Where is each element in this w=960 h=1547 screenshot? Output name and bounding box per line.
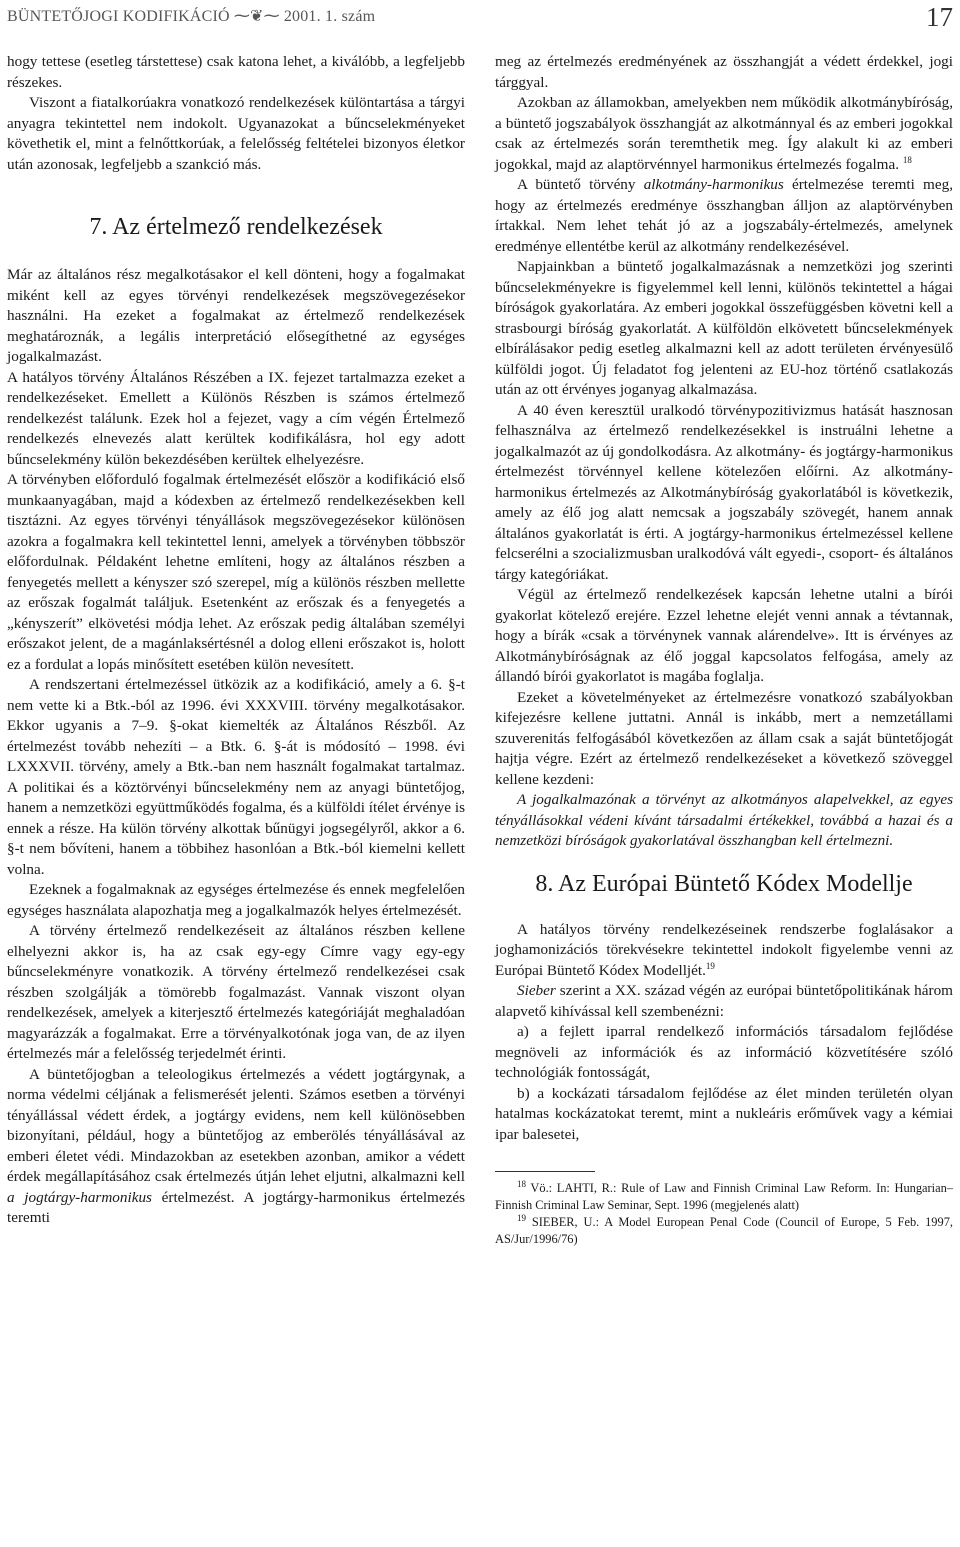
footnote-number: 18 (517, 1178, 526, 1189)
page-header (7, 0, 953, 40)
ornament-icon: ⁓❦⁓ (233, 8, 280, 25)
paragraph: A törvény értelmező rendelkezéseit az általános részben kellene elhelyezni akkor is, ha az csak egy-egy Címre vagy egy-egy bűncselekményre vonatkozik. A törvény értelmező rendelkezései csak részben szolgálják a tömörebb fogalmazást. Vannak viszont olyan rendelkezések, amelyek a kiterjesztő értelmezés kategóriáját meghaladóan magyarázzák a fogalmakat. Erre a törvényalkotónak joga van, de az ilyen értelmezés már a felelősség terjedelmét érinti. (7, 922, 465, 1062)
paragraph: A hatályos törvény Általános Részében a IX. fejezet tartalmazza ezeket a rendelkezéseket. Emellett a Különös Részben is számos értelmező rendelkezést találunk. Ezek hol a fejezet, vagy a cím végén Értelmező rendelkezés elnevezés alatt kerültek kodifikálásra, hol egy adott bűncselekmény külön bekezdésében kerültek elhelyezésre. (7, 368, 465, 468)
paragraph: Ezeket a követelményeket az értelmezésre vonatkozó szabályokban kifejezésre kellene juttatni. Annál is inkább, mert a nemzetállami szuverenitás felfogásából következően az állam csak a saját büntetőjogát hajtja végre. Ezért az értelmező rendelkezéseket a következő szöveggel kellene kezdeni: (495, 688, 953, 788)
footnote-ref[interactable]: 19 (705, 960, 715, 971)
section-heading-7: 7. Az értelmező rendelkezések (89, 214, 383, 240)
footnote-ref[interactable]: 18 (902, 154, 912, 165)
paragraph: Napjainkban a büntető jogalkalmazásnak a nemzetközi jog szerinti bűncselekményekre is figyelemmel kell lenni, különös tekintettel a hágai bíróságok gyakorlatára. Az emberi jogokkal összefüggésben követni kell a strasbourgi bíróság gyakorlatát. A külföldön elkövetett bűncselekmények elbírálásakor pedig esetleg alkalmazni kell az adott területen érvényesülő külföldi jogot. Új feladatot fog jelenteni az EU-hoz történő csatlakozás után az ott érvényes joganyag alkalmazása. (495, 258, 953, 398)
right-column (495, 52, 953, 1248)
text-run: A büntető törvény (517, 176, 644, 193)
emphasis-text: alkotmány-harmonikus (643, 176, 784, 193)
paragraph: A 40 éven keresztül uralkodó törvénypozitivizmus hatását hasznosan felhasználva az értelmező rendelkezésekkel is instruálni lehetne a jogalkalmazót az új gondolkodásra. Az alkotmány- és jogtárgy-harmonikus értelmezést törvénnyel kellene kötelezően előírni. Az alkotmány-harmonikus értelmezés az Alkotmánybíróság gyakorlatából is következik, amely az élő jog alatt nemcsak a jogszabály szövegét, hanem annak általános gyakorlatát is érti. A jogtárgy-harmonikus értelmezéssel kellene felcserélni a szocializmusban uralkodóvá vált egyedi-, csoport- és általános tárgy kategóriákat. (495, 401, 953, 583)
paragraph: A rendszertani értelmezéssel ütközik az a kodifikáció, amely a 6. §-t nem vette ki a Btk.-ból az 1996. évi XXXVIII. törvény megalkotásakor. Ekkor ugyanis a 7–9. §-okat kiemelték az Általános Részből. Az értelmezést tovább nehezíti – a Btk. 6. §-át is módosító – 1998. évi LXXXVII. törvény, amely a Btk.-ban nem használt fogalmakat tartalmaz. A politikai és a köztörvényi bűncselekmény nem az anyagi büntetőjog, hanem a nemzetközi együttműködés fogalma, és a külföldi ítélet érvénye is ennek a része. Ha külön törvény alkottak bűnügyi jogsegélyről, akkor a 6. §-t nem bővíteni, hanem a többihez hasonlóan a Btk.-ból kiemelni kellett volna. (7, 676, 465, 878)
paragraph: hogy tettese (esetleg társtettese) csak katona lehet, a kiválóbb, a legfeljebb részekes. (7, 53, 465, 91)
running-head (7, 6, 375, 26)
footnote-18 (495, 1180, 953, 1214)
footnote-divider (495, 1171, 595, 1172)
footnote-text: SIEBER, U.: A Model European Penal Code (Council of Europe, 5 Feb. 1997, AS/Jur/1996/76) (495, 1215, 953, 1246)
paragraph: Ezeknek a fogalmaknak az egységes értelmezése és ennek megfelelően egységes használata alapozhatja meg a jogalkalmazók helyes értelmezését. (7, 881, 465, 919)
text-run: Azokban az államokban, amelyekben nem működik alkotmánybíróság, a büntető jogszabályok összhangját az alkotmánnyal és az emberi jogokkal csak az értelmezés során teremthetik meg. Így alakult ki az emberi jogokkal, majd az alaptörvénnyel harmonikus értelmezés fogalma. (495, 94, 953, 173)
page-number: 17 (926, 2, 953, 32)
paragraph (495, 920, 953, 982)
emphasis-text: a jogtárgy-harmonikus (7, 1188, 152, 1206)
paragraph (495, 981, 953, 1022)
text-run: A hatályos törvény rendelkezéseinek rendszerbe foglalásakor a joghamonizációs törekvésekre tekintettel indokolt figyelembe venni az Európai Büntető Kódex Modelljét. (495, 920, 953, 979)
paragraph: Végül az értelmező rendelkezések kapcsán lehetne utalni a bírói gyakorlat kötelező erejére. Ezzel lehetne elejét venni annak a tévtannak, hogy a bírák «csak a törvénynek vannak alárendelve». Itt is érvényes az Alkotmánybíróságnak az élő joggal kapcsolatos felfogása, amely az állandó bírói gyakorlatot is magába foglalja. (495, 586, 953, 685)
paragraph: a) a fejlett iparral rendelkező információs társadalom fejlődése megnöveli az információk és az információ közvetítésére szóló technológiák fontosságát, (495, 1023, 953, 1081)
paragraph: meg az értelmezés eredményének az összhangját a védett érdekkel, jogi tárggyal. (495, 53, 953, 91)
author-name: Sieber (517, 982, 556, 999)
text-run: értelmezése teremti meg, hogy az értelmezés eredménye összhangban álljon az alaptörvényben írtakkal. Nem lehet tehát jó az a jogszabály-értelmezés, amelynek eredménye ellentétbe kerül az alkotmány rendelkezésével. (495, 176, 953, 255)
paragraph: Már az általános rész megalkotásakor el kell dönteni, hogy a fogalmakat miként kell az egyes törvényi rendelkezések megszövegezésekor használni. Ha ezeket a fogalmakat az értelmező rendelkezések meghatároznák, a legális interpretáció elősegíthetné az egységes jogalkalmazást. (7, 266, 465, 365)
journal-title: BÜNTETŐJOGI KODIFIKÁCIÓ (7, 8, 230, 25)
paragraph (7, 1065, 465, 1229)
paragraph: Viszont a fiatalkorúakra vonatkozó rendelkezések különtartása a tárgyi anyagra tekintettel nem indokolt. Ugyanazokat a bűncselekményeket követhetik el, mint a felnőttkorúak, a felelősség feltételei bizonyos életkor után azonosak, legfeljebb a szankció más. (7, 94, 465, 173)
paragraph: A törvényben előforduló fogalmak értelmezését először a kodifikáció első munkaanyagában, majd a kódexben az értelmező rendelkezésekben kell tisztázni. Az egyes törvényi tényállások megszövegezésekor különösen azokra a fogalmakra kell tekintettel lenni, amelyek a törvényben többször előfordulnak. Példaként lehetne említeni, hogy az általános részben a fenyegetés mellett a kényszer szó szerepel, míg a különös részben mellette az erőszak fogalmát találjuk. Esetenként az erőszak és a fenyegetés a „kényszerít” elkövetési módja lehet. Az erőszak pedig általában személyi erőszakot jelent, de a magánlaksértésnél a dolog elleni erőszakot is, holott ez a fordulat a lopás minősített esetében külön nevesített. (7, 471, 465, 673)
footnote-number: 19 (517, 1212, 526, 1223)
paragraph (495, 93, 953, 175)
text-run: szerint a XX. század végén az európai büntetőpolitikának három alapvető kihívással kell szembenézni: (495, 982, 953, 1020)
issue-label: 2001. 1. szám (283, 8, 376, 25)
section-heading-8: 8. Az Európai Büntető Kódex Modellje (535, 870, 913, 897)
quoted-paragraph: A jogalkalmazónak a törvényt az alkotmányos alapelvekkel, az egyes tényállásokkal védeni kívánt társadalmi értékekkel, továbbá a hazai és a nemzetközi bíróságok gyakorlatával összhangban kell értelmezni. (495, 791, 953, 849)
footnote-19 (495, 1214, 953, 1248)
paragraph (495, 175, 953, 257)
paragraph: b) a kockázati társadalom fejlődése az élet minden területén olyan hatalmas kockázatokat teremt, mint a nukleáris erőművek vagy a kémiai ipar balesetei, (495, 1084, 953, 1143)
left-column (7, 52, 465, 1229)
text-run: A büntetőjogban a teleologikus értelmezés a védett jogtárgynak, a norma védelmi céljának a felismerését jelenti. Számos esetben a törvényi tényállással védett érdek, a jogtárgy evidens, nem kell különösebben bizonyítani, például, hogy a büntetőjog az emberölés tényállásával az emberi életet védi. Mindazokban az esetekben azonban, amikor a védett érdek megállapításához csak értelmezés útján lehet eljutni, alkalmazni kell (7, 1065, 465, 1185)
text-run: értelmezést. A jogtárgy-harmonikus értelmezés teremti (7, 1188, 465, 1226)
footnote-text: Vö.: LAHTI, R.: Rule of Law and Finnish Criminal Law Reform. In: Hungarian–Finnish Criminal Law Seminar, Sept. 1996 (megjelenés alatt) (495, 1181, 953, 1212)
